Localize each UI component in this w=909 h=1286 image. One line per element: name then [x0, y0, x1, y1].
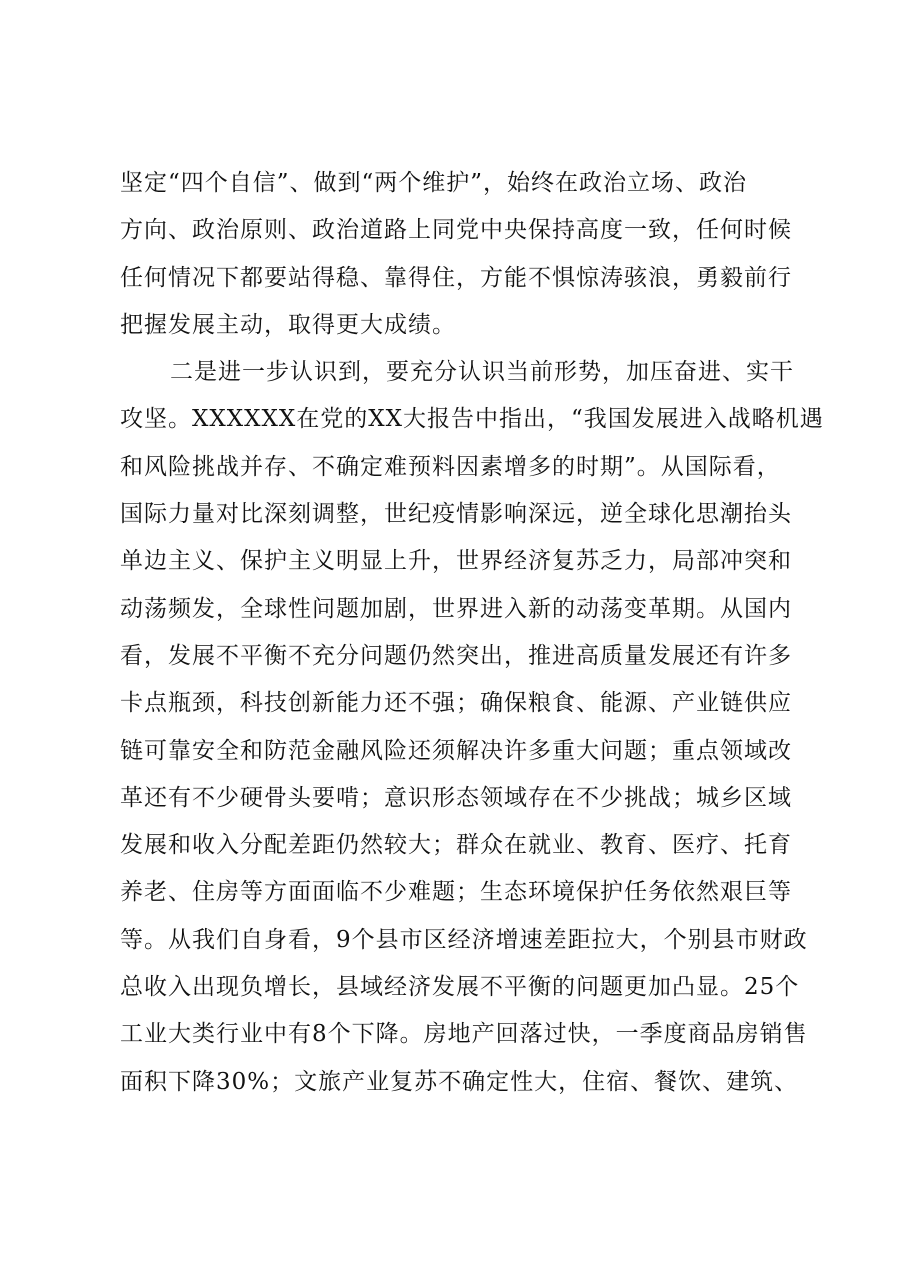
text-line: 动荡频发，全球性问题加剧，世界进入新的动荡变革期。从国内: [120, 595, 792, 622]
text-line: 单边主义、保护主义明显上升，世界经济复苏乏力，局部冲突和: [120, 548, 792, 575]
text-line: 卡点瓶颈，科技创新能力还不强；确保粮食、能源、产业链供应: [120, 690, 792, 717]
text-line: 国际力量对比深刻调整，世纪疫情影响深远，逆全球化思潮抬头: [120, 501, 792, 528]
text-line: 看，发展不平衡不充分问题仍然突出，推进高质量发展还有许多: [120, 642, 792, 669]
text-line: 发展和收入分配差距仍然较大；群众在就业、教育、医疗、托育: [120, 832, 792, 859]
text-line: 把握发展主动，取得更大成绩。: [120, 311, 456, 338]
text-line: 方向、政治原则、政治道路上同党中央保持高度一致，任何时候: [120, 217, 792, 244]
text-line: 养老、住房等方面面临不少难题；生态环境保护任务依然艰巨等: [120, 879, 792, 906]
text-line-first: 二是进一步认识到，要充分认识当前形势，加压奋进、实干: [170, 359, 794, 386]
body-text: [120, 160, 824, 1106]
paragraph-1: [120, 160, 800, 349]
text-line: 革还有不少硬骨头要啃；意识形态领域存在不少挑战；城乡区域: [120, 784, 792, 811]
text-line: 和风险挑战并存、不确定难预料因素增多的时期”。从国际看，: [120, 453, 781, 480]
text-line: 工业大类行业中有8个下降。房地产回落过快，一季度商品房销售: [120, 1021, 808, 1048]
text-line: 任何情况下都要站得稳、靠得住，方能不惧惊涛骇浪，勇毅前行: [120, 264, 792, 291]
text-line: 等。从我们自身看，9个县市区经济增速差距拉大，个别县市财政: [120, 926, 808, 953]
text-line: 总收入出现负增长，县域经济发展不平衡的问题更加凸显。25个: [120, 974, 800, 1001]
paragraph-2: [120, 349, 824, 1106]
text-line: 面积下降30%；文旅产业复苏不确定性大，住宿、餐饮、建筑、: [120, 1068, 799, 1095]
text-line: 链可靠安全和防范金融风险还须解决许多重大问题；重点领域改: [120, 737, 792, 764]
text-line: 坚定“四个自信”、做到“两个维护”，始终在政治立场、政治: [120, 170, 748, 196]
text-line: 攻坚。XXXXXX在党的XX大报告中指出，“我国发展进入战略机遇: [120, 406, 824, 433]
